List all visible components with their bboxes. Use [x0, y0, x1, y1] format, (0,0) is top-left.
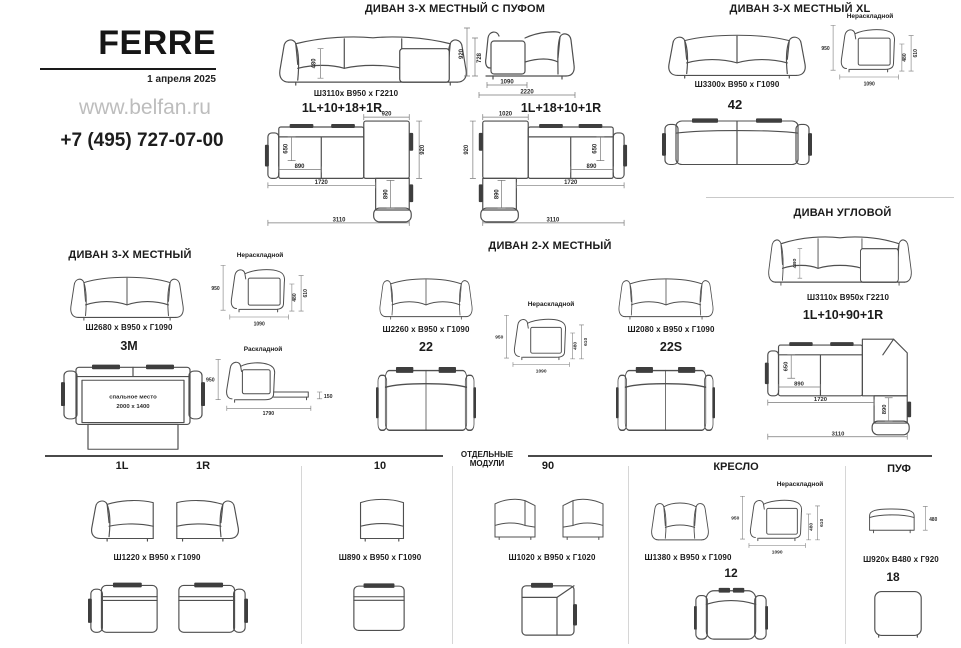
section-title-sofa3-pouf: ДИВАН 3-Х МЕСТНЫЙ С ПУФОМ — [364, 3, 546, 15]
armchair-plan-drawing — [694, 583, 768, 643]
dim-seat: 890 — [586, 164, 597, 171]
armchair-front-drawing — [648, 496, 712, 544]
website-link[interactable]: www.belfan.ru — [79, 96, 211, 119]
module-label-90: 90 — [541, 460, 555, 472]
module-90-front-drawing-b — [558, 494, 608, 542]
dim-back: 650 — [783, 361, 790, 372]
dim-height-outer: 920 — [459, 48, 465, 60]
sofa2a-dimensions: Ш2260 х В950 х Г1090 — [382, 325, 470, 334]
corner-plan-drawing — [760, 331, 916, 443]
dim-height: 950 — [495, 335, 504, 341]
pouf-dimensions: Ш920х В480 х Г920 — [863, 555, 939, 564]
section-title-sofa2: ДИВАН 2-Х МЕСТНЫЙ — [488, 240, 612, 252]
bed-area-size: 2000 х 1400 — [116, 404, 150, 410]
dim-depth: 1090 — [253, 321, 265, 328]
corner-front-drawing — [762, 228, 918, 289]
xl-front-drawing — [663, 29, 811, 79]
module-label-armchair: КРЕСЛО — [713, 461, 759, 473]
dim-seat: 890 — [794, 381, 804, 388]
dim-back-height: 610 — [912, 49, 919, 58]
dim-depth: 1090 — [771, 550, 783, 556]
corner-section-divider — [706, 197, 954, 198]
sofa-pouf-b-plan-drawing — [462, 111, 632, 229]
dim-height-inner: 728 — [477, 52, 483, 64]
sofa2a-code: 22 — [419, 340, 433, 354]
dim-chaise: 890 — [383, 189, 390, 200]
dim-depth: 1090 — [535, 369, 547, 375]
bed-area-label: спальное место — [109, 394, 157, 401]
dim-back-height: 610 — [302, 289, 309, 298]
corner-dimensions: Ш3110х В950х Г2210 — [807, 293, 889, 302]
dim-ext-width: 1020 — [498, 111, 513, 118]
brand-logo: FERRE — [98, 24, 216, 62]
dim-bed-height: 150 — [323, 394, 333, 400]
dim-height: 950 — [821, 45, 830, 52]
section-title-corner: ДИВАН УГЛОВОЙ — [793, 207, 892, 219]
pouf-plan-drawing — [869, 587, 927, 640]
section-title-sofa3-xl: ДИВАН 3-Х МЕСТНЫЙ XL — [729, 3, 871, 15]
armchair-code: 12 — [724, 566, 738, 580]
sofa3-side1-drawing — [208, 262, 312, 328]
logo-underline — [40, 68, 216, 70]
armchair-side-label: Нераскладной — [776, 481, 824, 488]
corner-code: 1L+10+90+1R — [802, 308, 884, 322]
modules-col-divider-4 — [845, 466, 846, 644]
dim-depth: 1090 — [863, 81, 875, 88]
sofa2a-front-drawing — [376, 273, 476, 320]
module-1l1r-dimensions: Ш1220 х В950 х Г1090 — [113, 553, 201, 562]
dim-span: 1720 — [813, 397, 827, 404]
dim-total: 3110 — [831, 431, 845, 438]
dim-depth-unfolded: 1790 — [262, 411, 275, 418]
dim-pouf-width: 1090 — [500, 79, 514, 86]
module-10-front-drawing — [354, 493, 410, 542]
modules-divider-left — [45, 455, 443, 457]
dim-back: 650 — [592, 143, 599, 154]
dim-chaise: 890 — [494, 189, 501, 200]
dim-front-height: 480 — [792, 258, 798, 269]
sofa2a-plan-drawing — [376, 361, 476, 435]
dim-ext-depth: 920 — [420, 144, 427, 155]
module-90-dimensions: Ш1020 х В950 х Г1020 — [508, 553, 596, 562]
sofa2b-front-drawing — [615, 273, 717, 320]
dim-height: 950 — [731, 516, 740, 522]
sofa2b-plan-drawing — [616, 361, 715, 435]
dim-seat-height: 480 — [573, 341, 579, 350]
modules-divider-right — [528, 455, 932, 457]
dim-chaise: 890 — [881, 404, 888, 415]
dim-span: 1720 — [564, 179, 578, 186]
xl-plan-drawing — [662, 114, 812, 168]
sofa3-front-drawing — [66, 271, 188, 321]
catalog-date: 1 апреля 2025 — [147, 74, 216, 85]
phone-number: +7 (495) 727-07-00 — [60, 130, 224, 151]
dim-span: 1720 — [314, 179, 328, 186]
sofa3-side2-label: Раскладной — [243, 346, 283, 353]
sofa3-bed-plan-drawing — [60, 360, 206, 452]
dim-ext-width: 920 — [381, 111, 392, 118]
sofa-pouf-a-code: 1L+10+18+1R — [301, 101, 383, 115]
dim-back-height: 610 — [820, 518, 826, 527]
module-label-10: 10 — [373, 460, 387, 472]
armchair-side-drawing — [728, 493, 828, 556]
sofa3-side2-drawing — [206, 356, 336, 416]
module-10-dimensions: Ш890 х В950 х Г1090 — [338, 553, 422, 562]
sofa-pouf-a-dimensions: Ш3110х В950 х Г2210 — [313, 89, 399, 98]
sofa2b-code: 22S — [659, 340, 683, 354]
pouf-front-drawing — [864, 503, 942, 537]
dim-height: 950 — [211, 285, 220, 292]
dim-seat-height: 480 — [809, 522, 815, 531]
section-title-modules: ОТДЕЛЬНЫЕ МОДУЛИ — [460, 450, 514, 468]
dim-height: 950 — [206, 377, 215, 384]
pouf-code: 18 — [886, 570, 900, 584]
dim-front-height: 480 — [311, 58, 318, 69]
sofa-pouf-a-front-drawing — [271, 28, 475, 89]
dim-total: 3110 — [332, 217, 346, 224]
dim-seat-height: 480 — [902, 53, 909, 62]
module-10-plan-drawing — [350, 579, 408, 634]
sofa-pouf-b-code: 1L+18+10+1R — [520, 101, 602, 115]
sofa3-side1-label: Нераскладной — [236, 252, 284, 259]
module-1r-plan-drawing — [176, 578, 248, 636]
dim-total-width: 2220 — [520, 89, 534, 96]
dim-seat: 890 — [294, 164, 305, 171]
section-title-sofa3: ДИВАН 3-Х МЕСТНЫЙ — [68, 249, 192, 261]
xl-side-label: Нераскладной — [846, 13, 894, 20]
module-90-front-drawing-a — [490, 494, 540, 542]
xl-dimensions: Ш3300х В950 х Г1090 — [694, 80, 780, 89]
module-1l-front-drawing — [86, 493, 158, 542]
sofa2b-dimensions: Ш2080 х В950 х Г1090 — [627, 325, 715, 334]
dim-pouf-height: 480 — [929, 517, 938, 523]
dim-ext-depth: 920 — [463, 144, 470, 155]
dim-total: 3110 — [546, 217, 560, 224]
armchair-dimensions: Ш1380 х В950 х Г1090 — [644, 553, 732, 562]
sofa3-dimensions: Ш2680 х В950 х Г1090 — [85, 323, 173, 332]
sofa2-side-drawing — [492, 312, 592, 375]
dim-back: 650 — [283, 143, 290, 154]
dim-seat-height: 480 — [292, 293, 299, 302]
module-1r-front-drawing — [172, 493, 244, 542]
sofa-pouf-a-plan-drawing — [260, 111, 430, 229]
dim-back-height: 610 — [584, 337, 590, 346]
xl-code: 42 — [727, 97, 743, 112]
module-label-1l: 1L — [115, 460, 129, 472]
sofa3-code: 3М — [120, 339, 138, 353]
module-label-pouf: ПУФ — [887, 463, 911, 475]
sofa2-side-label: Нераскладной — [527, 301, 575, 308]
sofa-pouf-b-front-drawing — [458, 24, 598, 104]
module-90-plan-drawing — [517, 579, 579, 639]
xl-side-drawing — [818, 22, 922, 88]
module-1l-plan-drawing — [88, 578, 160, 636]
module-label-1r: 1R — [195, 460, 211, 472]
